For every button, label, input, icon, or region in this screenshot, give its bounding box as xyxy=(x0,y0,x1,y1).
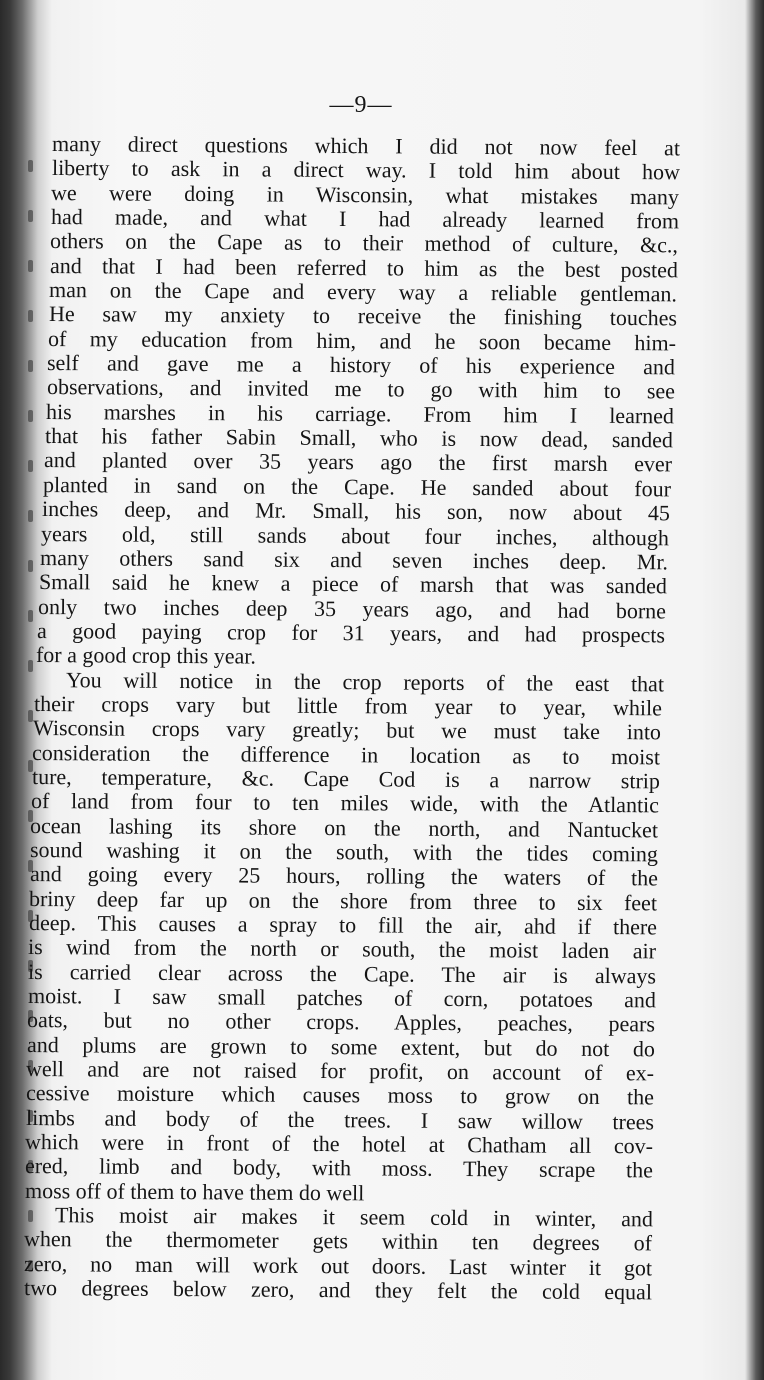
text-line: Small said he knew a piece of marsh that was sanded xyxy=(38,569,668,599)
text-line: their crops vary but little from year to year, while xyxy=(33,690,663,721)
text-line: others on the Cape as to their method of culture, &c., xyxy=(49,228,679,258)
text-line: a good paying crop for 31 years, and had prospects xyxy=(36,617,666,648)
text-line: had made, and what I had already learned from xyxy=(50,204,680,234)
text-line: moist. I saw small patches of corn, potatoes and xyxy=(27,983,657,1013)
text-line: ocean lashing its shore on the north, and Nantucket xyxy=(29,812,659,843)
text-line: for a good crop this year. xyxy=(35,642,257,669)
text-line: observations, and invited me to go with him to see xyxy=(46,374,676,404)
text-line: and plums are grown to some extent, but do not do xyxy=(26,1031,656,1062)
text-line: is wind from the north or south, the moist laden air xyxy=(27,934,657,964)
text-line: cessive moisture which causes moss to grow on the xyxy=(25,1080,655,1110)
text-line: only two inches deep 35 years ago, and had borne xyxy=(37,593,667,623)
text-line: and going every 25 hours, rolling the waters of the xyxy=(29,861,659,891)
text-line: You will notice in the crop reports of the east that xyxy=(65,666,665,696)
text-line: that his father Sabin Small, who is now dead, sanded xyxy=(44,423,674,453)
text-line: inches deep, and Mr. Small, his son, now about 45 xyxy=(41,496,671,526)
text-line: many others sand six and seven inches deep. Mr. xyxy=(39,544,669,575)
text-line: planted in sand on the Cape. He sanded about four xyxy=(42,471,672,502)
text-line: which were in front of the hotel at Chatham all cov- xyxy=(24,1129,654,1159)
text-line: He saw my anxiety to receive the finishing touches xyxy=(48,301,678,331)
text-line: is carried clear across the Cape. The air is always xyxy=(27,958,657,989)
text-line: moss off of them to have them do well xyxy=(24,1177,365,1206)
text-line: many direct questions which I did not now feel at xyxy=(51,131,681,161)
text-line: years old, still sands about four inches, although xyxy=(40,520,670,550)
text-line: and that I had been referred to him as the best posted xyxy=(49,252,679,283)
text-line: Wisconsin crops vary greatly; but we must take into xyxy=(32,715,662,745)
text-line: and planted over 35 years ago the first marsh ever xyxy=(43,447,673,477)
text-line: when the thermometer gets within ten degrees of xyxy=(23,1226,653,1256)
text-line: zero, no man will work out doors. Last winter it got xyxy=(23,1250,653,1281)
text-line: deep. This causes a spray to fill the air, ahd if there xyxy=(28,910,658,940)
text-line: his marshes in his carriage. From him I learned xyxy=(45,398,675,429)
body-text xyxy=(23,131,681,1305)
text-line: consideration the difference in location as to moist xyxy=(31,739,661,769)
text-line: liberty to ask in a direct way. I told him about how xyxy=(51,155,681,185)
text-line: of land from four to ten miles wide, with the Atlantic xyxy=(30,788,660,818)
text-line: This moist air makes it seem cold in winter, and xyxy=(54,1202,654,1232)
text-line: well and are not raised for profit, on account of ex- xyxy=(25,1056,655,1086)
text-line: limbs and body of the trees. I saw willow trees xyxy=(25,1104,655,1135)
text-line: ture, temperature, &c. Cape Cod is a narrow strip xyxy=(31,763,661,794)
text-line: oats, but no other crops. Apples, peaches, pears xyxy=(26,1007,656,1037)
text-line: two degrees below zero, and they felt the cold equal xyxy=(23,1275,653,1305)
text-line: of my education from him, and he soon became him- xyxy=(47,325,677,356)
text-line: ered, limb and body, with moss. They scrape the xyxy=(24,1153,654,1183)
text-line: briny deep far up on the shore from three to six feet xyxy=(28,885,658,916)
text-line: man on the Cape and every way a reliable gentleman. xyxy=(48,277,678,307)
page-number: —9— xyxy=(329,92,393,118)
text-line: self and gave me a history of his experience and xyxy=(46,350,676,380)
text-line: we were doing in Wisconsin, what mistakes many xyxy=(50,179,680,210)
text-line: sound washing it on the south, with the tides coming xyxy=(29,836,659,867)
